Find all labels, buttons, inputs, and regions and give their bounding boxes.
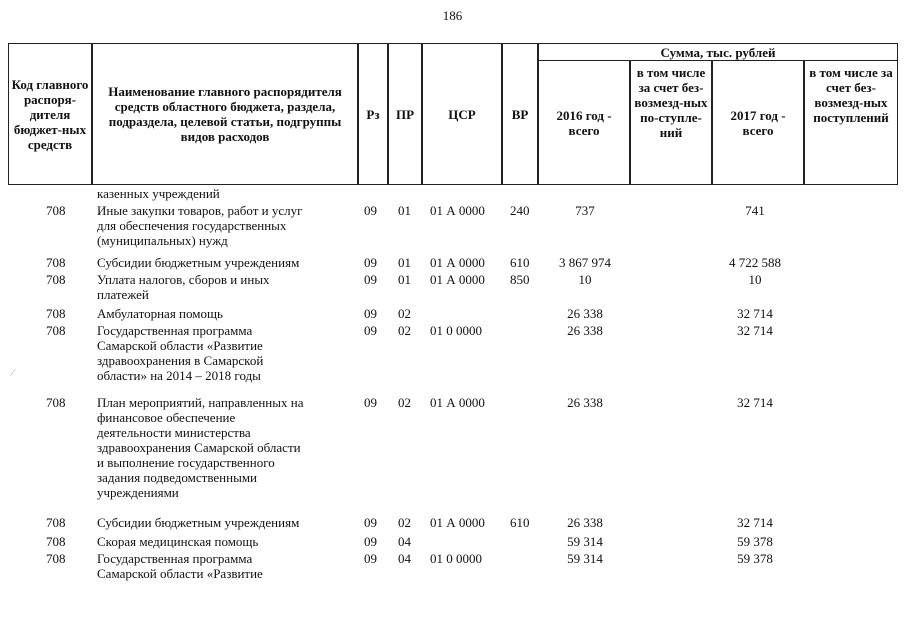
row-sum-2017: 32 714 [737, 395, 773, 410]
row-code: 708 [46, 551, 66, 566]
row-sum-2017: 59 378 [737, 551, 773, 566]
row-name: Государственная программа Самарской области «Развитие здравоохранения в Самарской области» на 2014 – 2018 годы [97, 323, 264, 383]
row-rz: 09 [364, 323, 377, 338]
header-name: Наименование главного распорядителя средств областного бюджета, раздела, подраздела, целевой статьи, подгруппы видов расходов [92, 43, 358, 185]
row-name: Уплата налогов, сборов и иных платежей [97, 272, 270, 302]
row-sum-2016: 26 338 [567, 515, 603, 530]
row-csr: 01 А 0000 [430, 395, 485, 410]
row-rz: 09 [364, 272, 377, 287]
row-sum-2017: 4 722 588 [729, 255, 781, 270]
row-code: 708 [46, 306, 66, 321]
row-code: 708 [46, 395, 66, 410]
header-2017-total: 2017 год - всего [712, 60, 804, 185]
row-csr: 01 0 0000 [430, 551, 482, 566]
row-rz: 09 [364, 395, 377, 410]
row-vr: 240 [510, 203, 530, 218]
row-code: 708 [46, 534, 66, 549]
row-sum-2016: 3 867 974 [559, 255, 611, 270]
header-code: Код главного распоря-дителя бюджет-ных средств [8, 43, 92, 185]
row-name: План мероприятий, направленных на финансовое обеспечение деятельности министерства здравоохранения Самарской области и выполнение государственного задания подведомственными учреждениями [97, 395, 304, 500]
row-sum-2016: 59 314 [567, 551, 603, 566]
margin-mark: ⁄ [12, 368, 14, 379]
header-csr: ЦСР [422, 43, 502, 185]
row-name: Субсидии бюджетным учреждениям [97, 255, 300, 270]
header-2016-total: 2016 год - всего [538, 60, 630, 185]
row-sum-2017: 741 [745, 203, 765, 218]
row-name: Скорая медицинская помощь [97, 534, 259, 549]
row-name: Иные закупки товаров, работ и услуг для обеспечения государственных (муниципальных) нужд [97, 203, 303, 248]
row-code: 708 [46, 323, 66, 338]
row-csr: 01 0 0000 [430, 323, 482, 338]
row-pr: 02 [398, 515, 411, 530]
row-sum-2017: 32 714 [737, 515, 773, 530]
row-sum-2016: 10 [578, 272, 592, 287]
row-sum-2016: 26 338 [567, 395, 603, 410]
row-csr: 01 А 0000 [430, 203, 485, 218]
row-sum-2017: 32 714 [737, 323, 773, 338]
row-code: 708 [46, 203, 66, 218]
row-sum-2016: 26 338 [567, 323, 603, 338]
row-rz: 09 [364, 306, 377, 321]
row-sum-2016: 26 338 [567, 306, 603, 321]
row-rz: 09 [364, 515, 377, 530]
row-pr: 02 [398, 306, 411, 321]
header-sum: Сумма, тыс. рублей [538, 43, 898, 61]
row-pr: 02 [398, 323, 411, 338]
row-rz: 09 [364, 255, 377, 270]
row-csr: 01 А 0000 [430, 272, 485, 287]
row-name: Субсидии бюджетным учреждениям [97, 515, 300, 530]
header-2017-free: в том числе за счет без-возмезд-ных поступлений [804, 60, 898, 185]
row-pr: 01 [398, 255, 411, 270]
row-vr: 850 [510, 272, 530, 287]
header-rz: Рз [358, 43, 388, 185]
row-rz: 09 [364, 551, 377, 566]
row-vr: 610 [510, 515, 530, 530]
page-number: 186 [442, 8, 463, 23]
header-pr: ПР [388, 43, 422, 185]
row-rz: 09 [364, 534, 377, 549]
row-pr: 01 [398, 272, 411, 287]
row-sum-2017: 59 378 [737, 534, 773, 549]
row-sum-2017: 32 714 [737, 306, 773, 321]
row-rz: 09 [364, 203, 377, 218]
row-code: 708 [46, 255, 66, 270]
row-csr: 01 А 0000 [430, 255, 485, 270]
row-sum-2016: 737 [575, 203, 595, 218]
row-csr: 01 А 0000 [430, 515, 485, 530]
row-sum-2017: 10 [748, 272, 762, 287]
row-pr: 04 [398, 551, 411, 566]
row-pr: 01 [398, 203, 411, 218]
row-vr: 610 [510, 255, 530, 270]
header-vr: ВР [502, 43, 538, 185]
row-name: казенных учреждений [97, 186, 220, 201]
row-name: Государственная программа Самарской области «Развитие [97, 551, 263, 581]
header-2016-free: в том числе за счет без-возмезд-ных по-ступле-ний [630, 60, 712, 185]
row-pr: 04 [398, 534, 411, 549]
row-sum-2016: 59 314 [567, 534, 603, 549]
row-code: 708 [46, 515, 66, 530]
row-pr: 02 [398, 395, 411, 410]
row-code: 708 [46, 272, 66, 287]
row-name: Амбулаторная помощь [97, 306, 223, 321]
